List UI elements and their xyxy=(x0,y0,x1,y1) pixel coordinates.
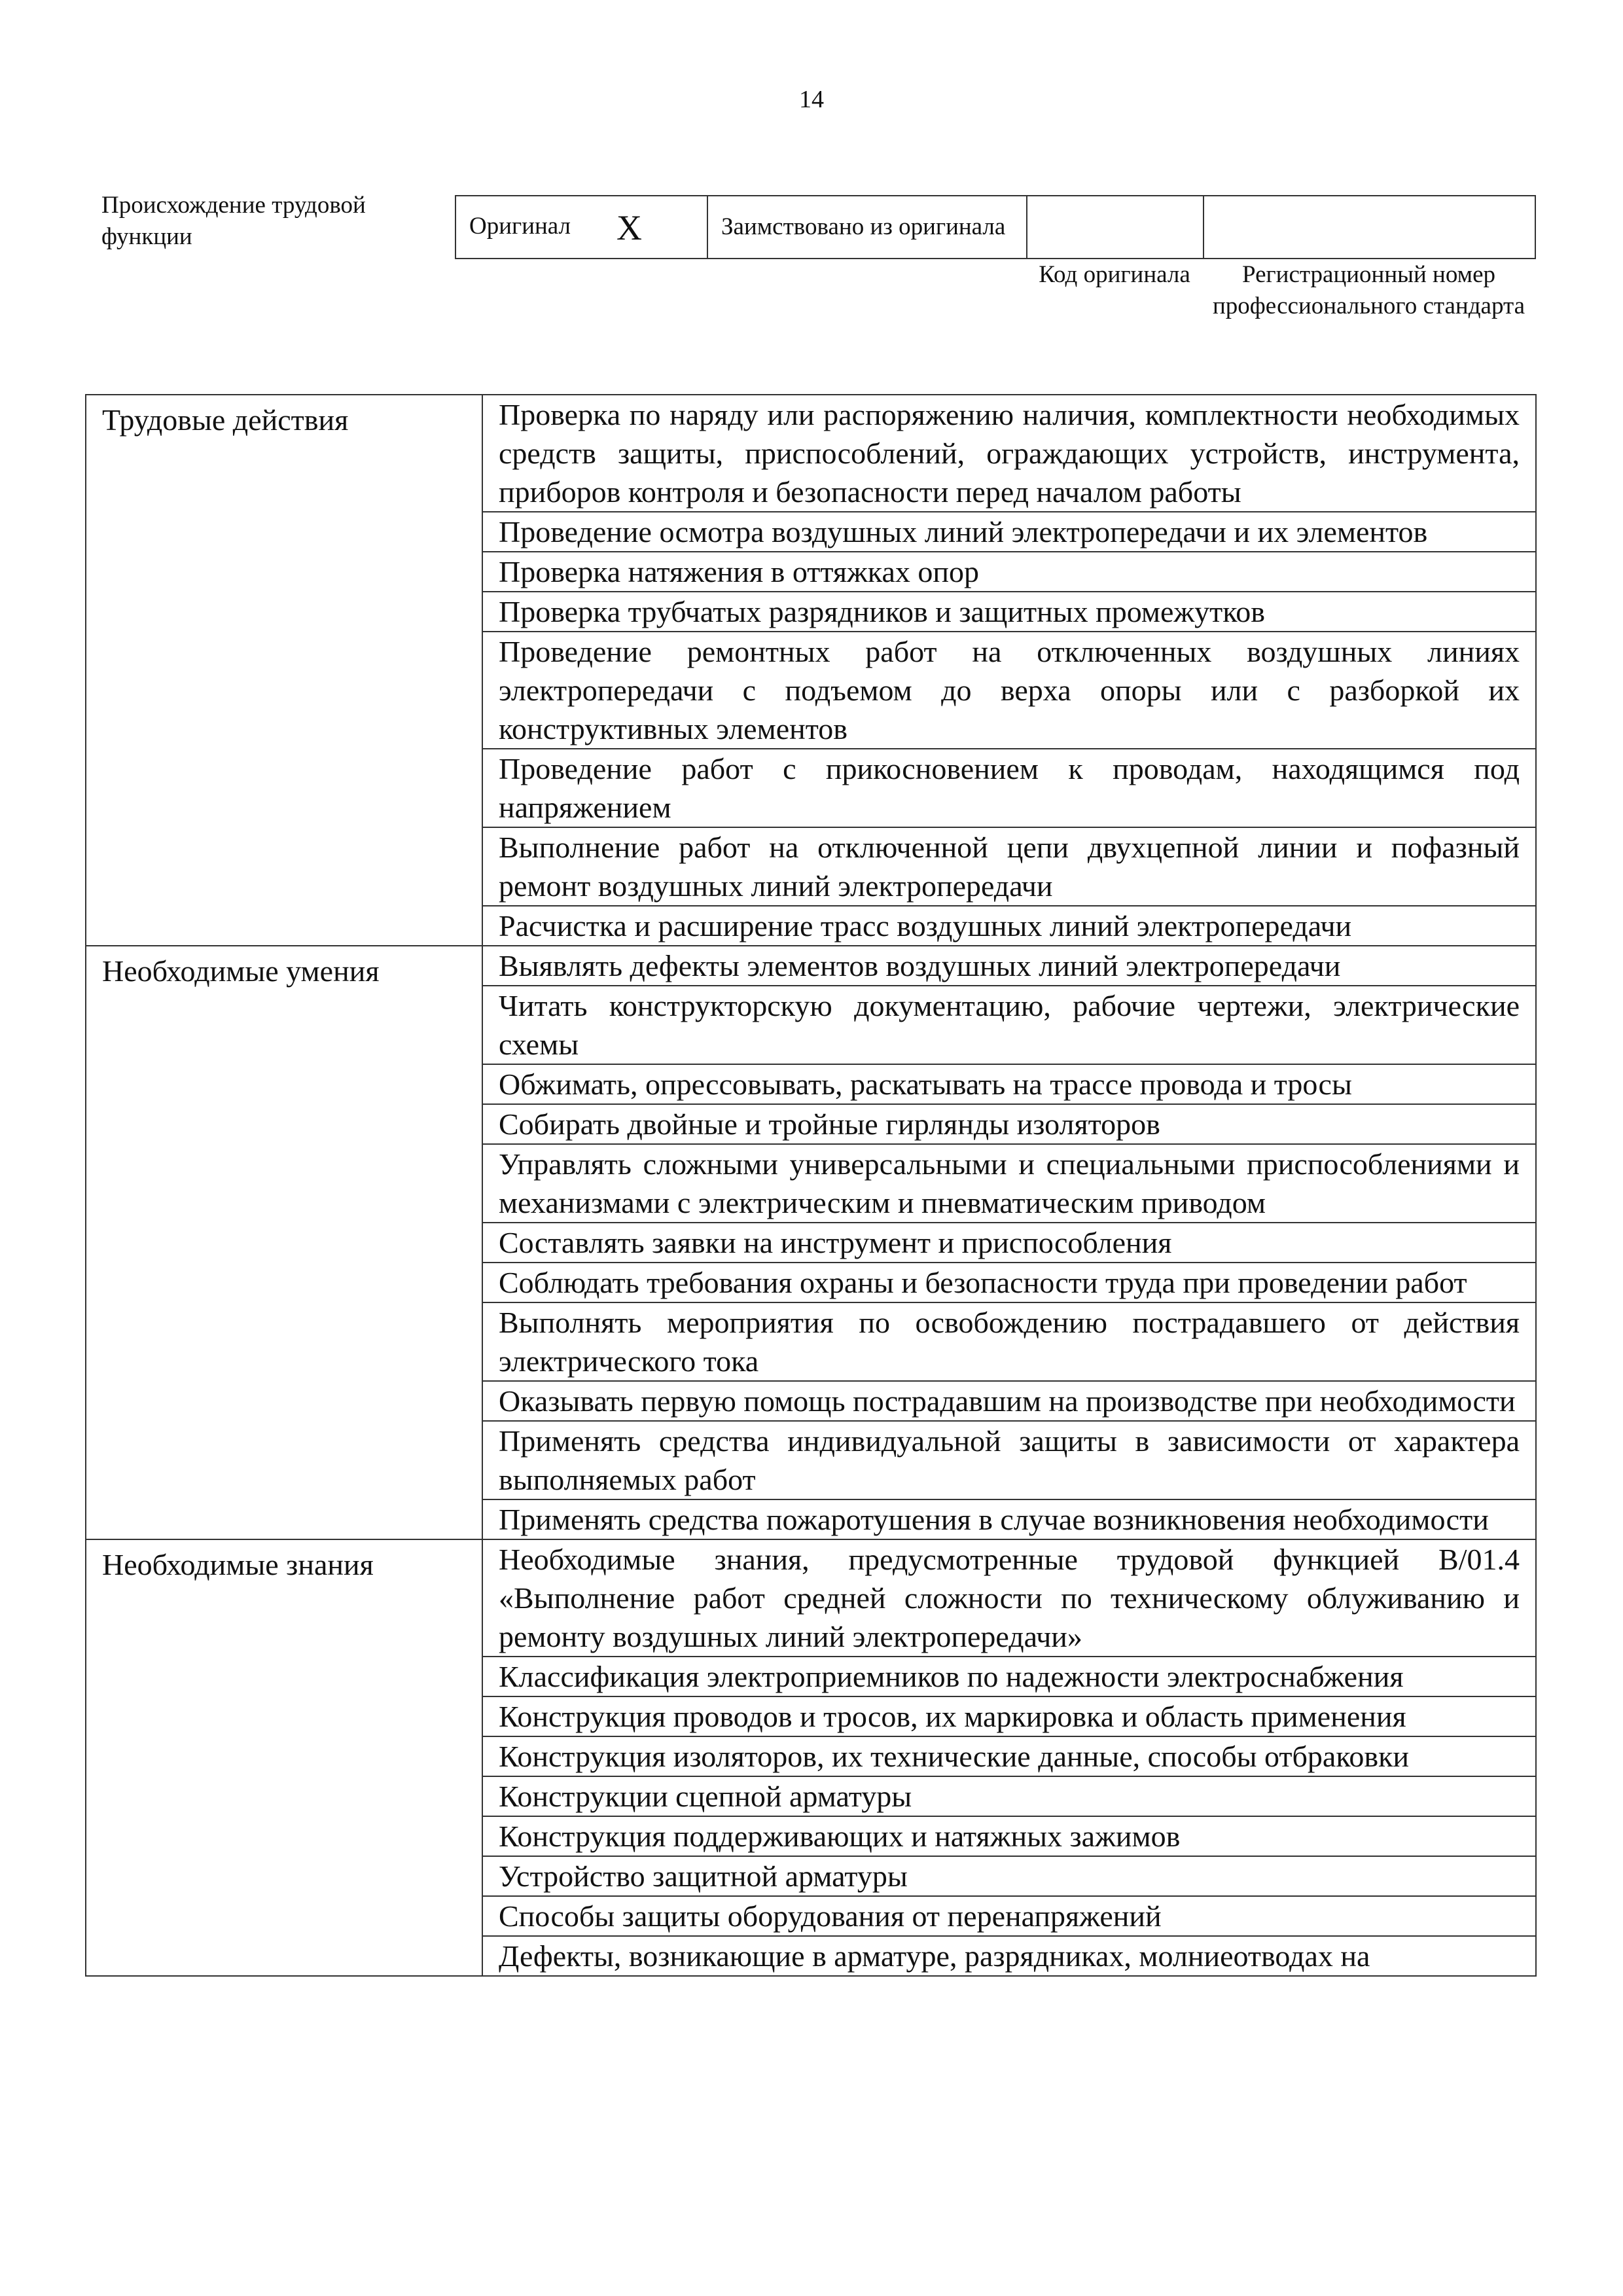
page-number: 14 xyxy=(799,86,824,113)
table-row xyxy=(86,946,1536,986)
code-caption: Код оригинала xyxy=(1039,261,1190,288)
labor-function-table xyxy=(85,394,1537,1977)
section-item: Проверка натяжения в оттяжках опор xyxy=(482,552,1536,592)
reg-number-caption: Регистрационный номер профессионального стандарта xyxy=(1212,261,1525,319)
section-item: Проведение ремонтных работ на отключенных воздушных линиях электропередачи с подъемом до верха опоры или с разборкой их конструктивных элементов xyxy=(482,632,1536,749)
section-item: Расчистка и расширение трасс воздушных линий электропередачи xyxy=(482,906,1536,946)
reg-number-cell xyxy=(1204,196,1535,259)
section-item: Соблюдать требования охраны и безопасности труда при проведении работ xyxy=(482,1263,1536,1302)
section-item: Составлять заявки на инструмент и приспособления xyxy=(482,1223,1536,1263)
section-item: Проведение осмотра воздушных линий электропередачи и их элементов xyxy=(482,512,1536,552)
section-label: Необходимые умения xyxy=(86,946,482,1539)
section-label: Необходимые знания xyxy=(86,1539,482,1976)
borrowed-cell xyxy=(707,196,1027,259)
original-mark: X xyxy=(616,208,643,248)
borrowed-label: Заимствовано из оригинала xyxy=(721,213,1006,240)
section-item: Проверка трубчатых разрядников и защитных промежутков xyxy=(482,592,1536,632)
section-item: Управлять сложными универсальными и специальными приспособлениями и механизмами с электрическим и пневматическим приводом xyxy=(482,1144,1536,1223)
section-item: Обжимать, опрессовывать, раскатывать на трассе провода и тросы xyxy=(482,1064,1536,1104)
section-item: Дефекты, возникающие в арматуре, разрядниках, молниеотводах на xyxy=(482,1936,1536,1976)
section-item: Необходимые знания, предусмотренные трудовой функцией В/01.4 «Выполнение работ средней сложности по техническому облуживанию и ремонту воздушных линий электропередачи» xyxy=(482,1539,1536,1657)
section-label: Трудовые действия xyxy=(86,395,482,946)
section-item: Способы защиты оборудования от перенапряжений xyxy=(482,1896,1536,1936)
section-item: Выполнение работ на отключенной цепи двухцепной линии и пофазный ремонт воздушных линий электропередачи xyxy=(482,827,1536,906)
section-item: Конструкции сцепной арматуры xyxy=(482,1776,1536,1816)
section-item: Проведение работ с прикосновением к проводам, находящимся под напряжением xyxy=(482,749,1536,827)
section-item: Выявлять дефекты элементов воздушных линий электропередачи xyxy=(482,946,1536,986)
table-row xyxy=(86,1539,1536,1657)
section-item: Устройство защитной арматуры xyxy=(482,1856,1536,1896)
section-item: Классификация электроприемников по надежности электроснабжения xyxy=(482,1657,1536,1696)
table-row xyxy=(86,395,1536,512)
section-item: Конструкция изоляторов, их технические данные, способы отбраковки xyxy=(482,1736,1536,1776)
section-item: Проверка по наряду или распоряжению наличия, комплектности необходимых средств защиты, приспособлений, ограждающих устройств, инструмента, приборов контроля и безопасности перед началом работы xyxy=(482,395,1536,512)
section-item: Оказывать первую помощь пострадавшим на производстве при необходимости xyxy=(482,1381,1536,1421)
original-cell xyxy=(455,196,707,259)
section-item: Выполнять мероприятия по освобождению пострадавшего от действия электрического тока xyxy=(482,1302,1536,1381)
section-item: Конструкция проводов и тросов, их маркировка и область применения xyxy=(482,1696,1536,1736)
original-label: Оригинал xyxy=(469,212,571,240)
section-item: Собирать двойные и тройные гирлянды изоляторов xyxy=(482,1104,1536,1144)
origin-table xyxy=(455,195,1536,259)
origin-label: Происхождение трудовой функции xyxy=(101,192,366,250)
code-cell xyxy=(1027,196,1204,259)
section-item: Читать конструкторскую документацию, рабочие чертежи, электрические схемы xyxy=(482,986,1536,1064)
section-item: Применять средства пожаротушения в случае возникновения необходимости xyxy=(482,1499,1536,1539)
section-item: Конструкция поддерживающих и натяжных зажимов xyxy=(482,1816,1536,1856)
section-item: Применять средства индивидуальной защиты в зависимости от характера выполняемых работ xyxy=(482,1421,1536,1499)
